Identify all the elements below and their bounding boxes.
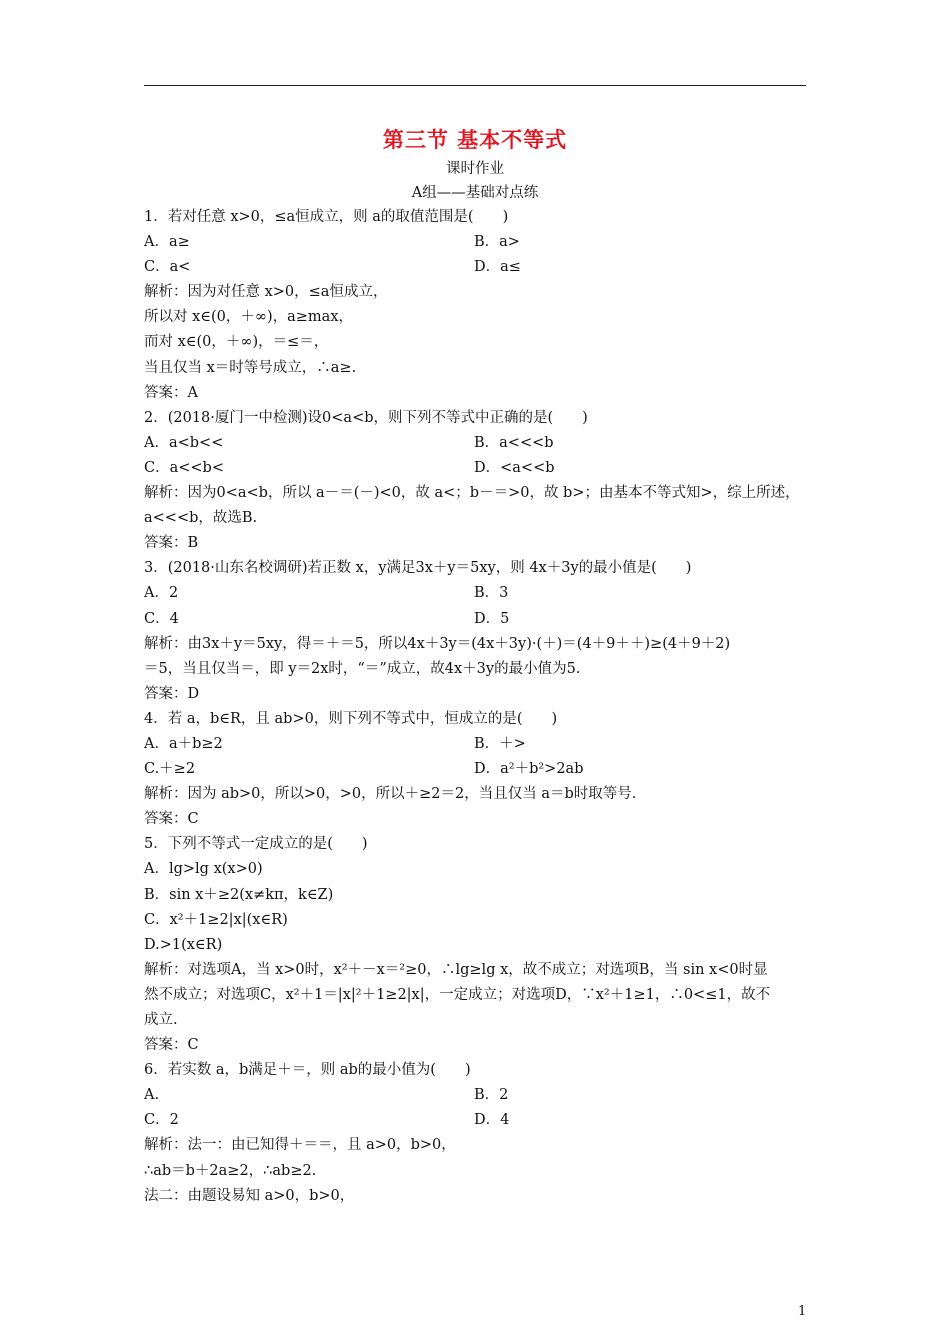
text-line: 3．(2018·山东名校调研)若正数 x，y满足3x＋y＝5xy，则 4x＋3y的最小值是( )	[144, 560, 692, 577]
option-right: D．4	[474, 1112, 510, 1129]
option-row	[144, 431, 814, 456]
text-line: 答案：C	[144, 1037, 199, 1054]
group-heading: A组——基础对点练	[411, 185, 539, 201]
text-line: 答案：C	[144, 811, 199, 828]
text-line: D.>1(x∈R)	[144, 936, 223, 953]
text-line: 成立.	[144, 1012, 178, 1028]
option-right: B．a<<<b	[474, 434, 554, 451]
option-right: B．3	[474, 585, 509, 602]
option-right: D．<a<<b	[474, 459, 555, 476]
exercise-content	[144, 205, 814, 1209]
text-line: 解析：因为对任意 x>0，≤a恒成立，	[144, 284, 388, 301]
option-row	[144, 456, 814, 481]
text-line: 法二：由题设易知 a>0，b>0，	[144, 1187, 355, 1204]
text-line: 所以对 x∈(0，＋∞)，a≥max，	[144, 309, 354, 326]
text-line: 解析：由3x＋y＝5xy，得＝＋＝5，所以4x＋3y＝(4x＋3y)·(＋)＝(4＋9＋＋)≥(4＋9＋2)	[144, 635, 731, 652]
option-right: B．＋>	[474, 735, 526, 752]
option-left: C．a<<b<	[144, 459, 224, 476]
option-right: D．5	[474, 610, 510, 627]
option-left: A.	[144, 1087, 160, 1104]
option-left: A．2	[144, 585, 179, 602]
option-left: C.＋≥2	[144, 761, 196, 778]
text-line: 解析：因为 ab>0，所以>0，>0，所以＋≥2＝2，当且仅当 a＝b时取等号.	[144, 786, 637, 803]
text-line: 解析：因为0<a<b，所以 a－＝(－)<0，故 a<；b－＝>0，故 b>；由基本不等式知>，综上所述，	[144, 485, 800, 502]
text-line: A．lg>lg x(x>0)	[144, 861, 263, 878]
text-line: 答案：D	[144, 685, 200, 702]
text-line: 答案：A	[144, 384, 198, 401]
text-line: ＝5，当且仅当＝，即 y＝2x时，“＝”成立，故4x＋3y的最小值为5.	[144, 660, 581, 677]
text-line: 4．若 a，b∈R，且 ab>0，则下列不等式中，恒成立的是( )	[144, 710, 558, 727]
section-subtitle: 课时作业	[446, 161, 504, 177]
option-row	[144, 732, 814, 757]
text-line: B．sin x＋≥2(x≠kπ，k∈Z)	[144, 886, 334, 903]
option-row	[144, 1108, 814, 1133]
option-row	[144, 1083, 814, 1108]
option-row	[144, 255, 814, 280]
page-number: 1	[798, 1304, 807, 1319]
option-row	[144, 581, 814, 606]
text-line: 答案：B	[144, 535, 199, 552]
section-title: 第三节 基本不等式	[382, 128, 568, 152]
text-line: 解析：法一：由已知得＋＝＝，且 a>0，b>0，	[144, 1137, 456, 1154]
option-right: D．a≤	[474, 259, 521, 276]
text-line: 然不成立；对选项C，x²＋1＝|x|²＋1≥2|x|，一定成立；对选项D，∵x²＋1≥1，∴0<≤1，故不	[144, 986, 771, 1003]
option-left: A．a≥	[144, 234, 190, 251]
text-line: 而对 x∈(0，＋∞)，＝≤＝，	[144, 334, 329, 351]
option-left: C．4	[144, 610, 179, 627]
option-left: A．a<b<<	[144, 434, 224, 451]
option-right: B．a>	[474, 234, 520, 251]
text-line: 当且仅当 x＝时等号成立，∴a≥.	[144, 359, 357, 376]
option-row	[144, 757, 814, 782]
text-line: 1．若对任意 x>0，≤a恒成立，则 a的取值范围是( )	[144, 209, 509, 225]
text-line: ∴ab＝b＋2a≥2，∴ab≥2.	[144, 1162, 317, 1179]
text-line: C．x²＋1≥2|x|(x∈R)	[144, 911, 288, 928]
text-line: 5．下列不等式一定成立的是( )	[144, 836, 368, 853]
text-line: 2．(2018·厦门一中检测)设0<a<b，则下列不等式中正确的是( )	[144, 409, 588, 426]
text-line: 解析：对选项A，当 x>0时，x²＋－x＝²≥0，∴lg≥lg x，故不成立；对选项B，当 sin x<0时显	[144, 961, 768, 978]
text-line: 6．若实数 a，b满足＋＝，则 ab的最小值为( )	[144, 1062, 471, 1079]
option-right: B．2	[474, 1087, 509, 1104]
option-left: A．a＋b≥2	[144, 735, 223, 752]
option-row	[144, 230, 814, 255]
header-rule	[144, 85, 806, 86]
option-left: C．2	[144, 1112, 179, 1129]
option-row	[144, 607, 814, 632]
text-line: a<<<b，故选B.	[144, 510, 258, 527]
option-right: D．a²＋b²>2ab	[474, 761, 584, 778]
option-left: C．a<	[144, 259, 191, 276]
